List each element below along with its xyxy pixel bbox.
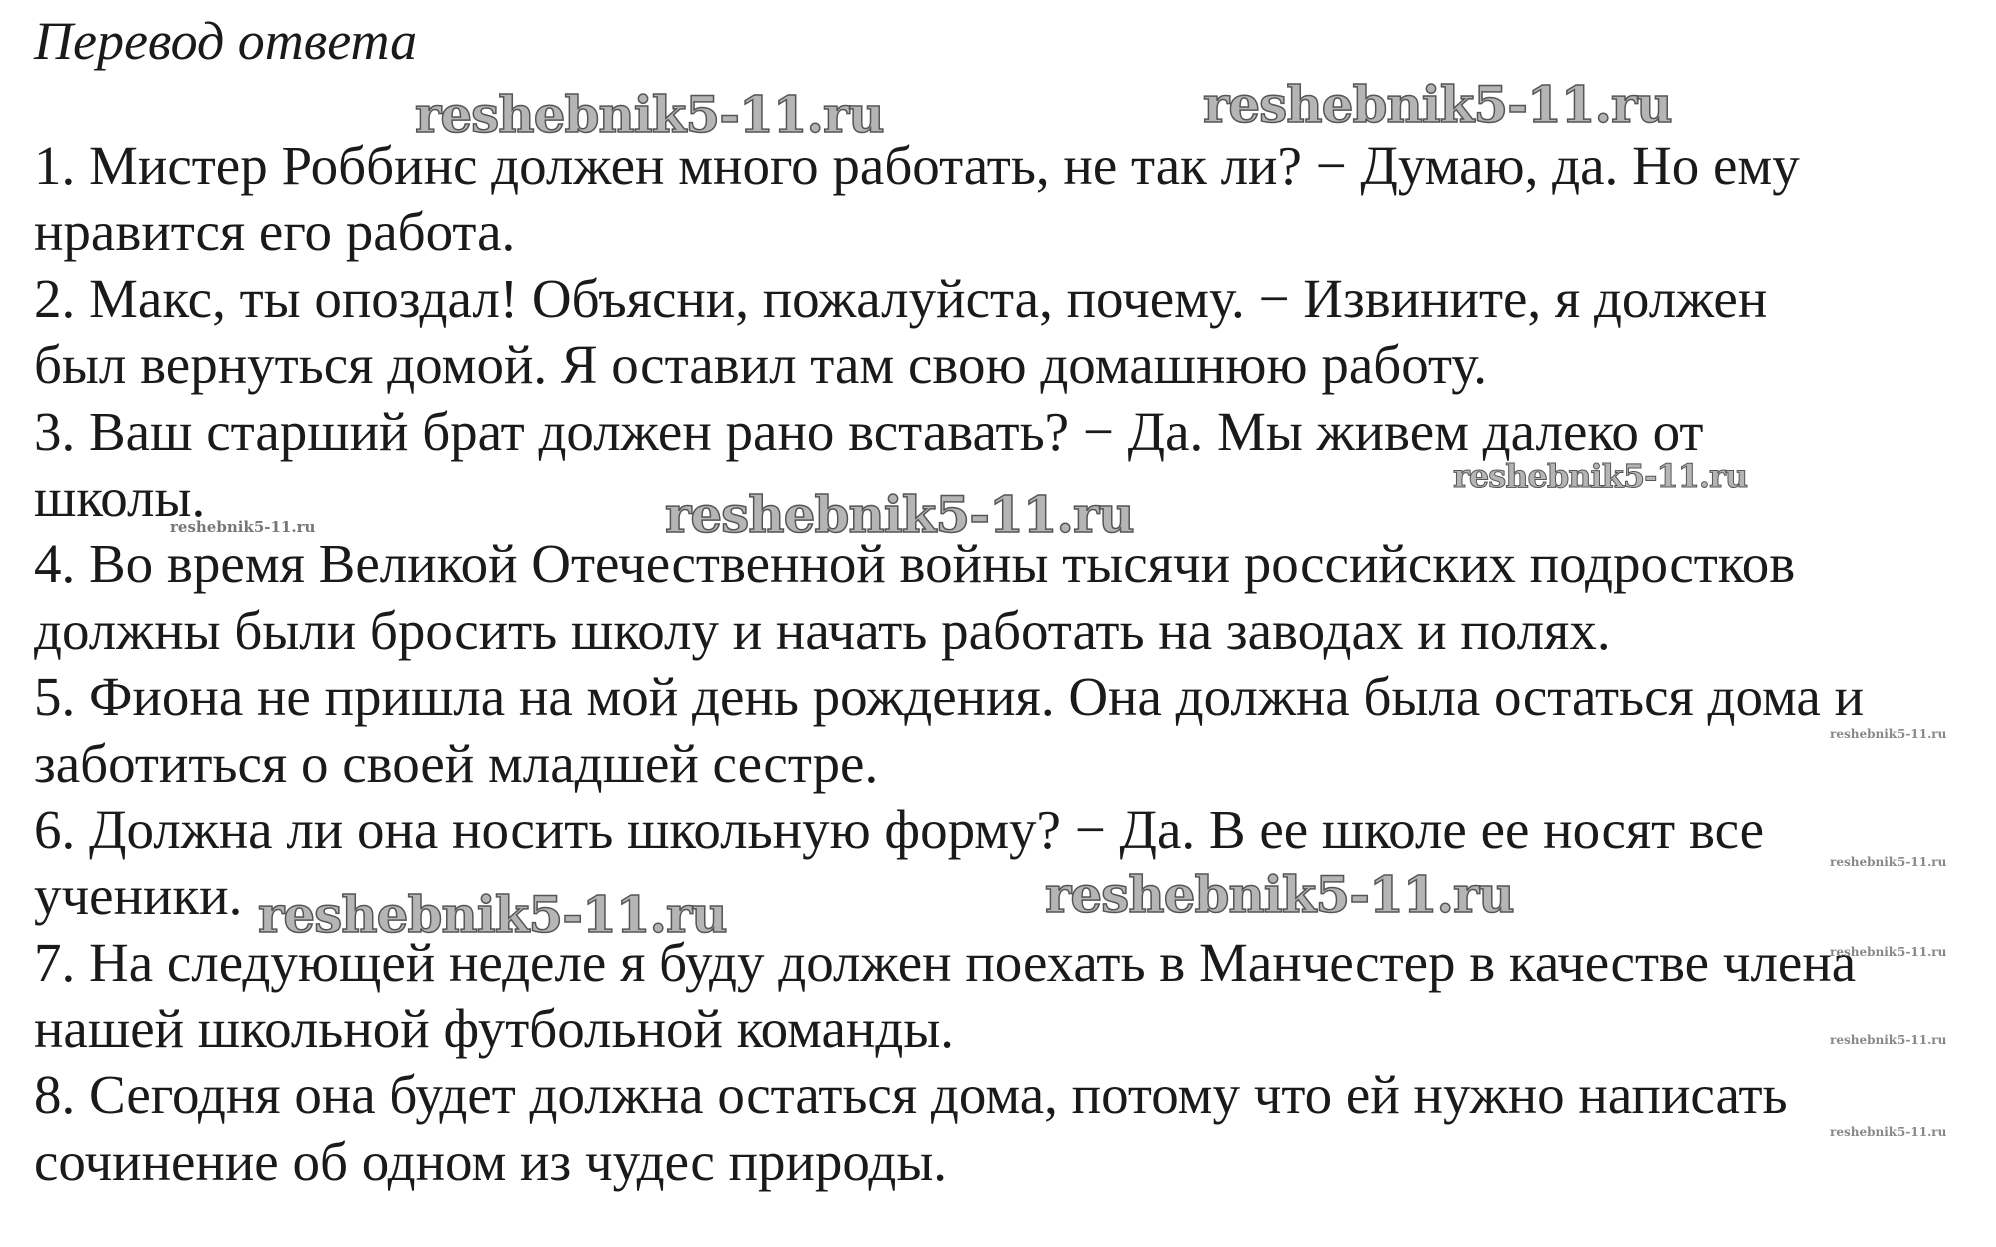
text-line-16: сочинение об одном из чудес природы. (34, 1130, 948, 1192)
watermark: reshebnik5-11.ru (1045, 865, 1514, 924)
text-line-15: 8. Сегодня она будет должна остаться дома, потому что ей нужно написать (34, 1064, 1788, 1126)
watermark: reshebnik5-11.ru (1203, 75, 1672, 134)
text-line-8: должны были бросить школу и начать работать на заводах и полях. (34, 599, 1611, 661)
text-line-1: 1. Мистер Роббинс должен много работать, не так ли? − Думаю, да. Но ему (34, 135, 1800, 196)
text-line-10: заботиться о своей младшей сестре. (34, 732, 879, 794)
text-line-14: нашей школьной футбольной команды. (34, 998, 955, 1060)
text-line-7: 4. Во время Великой Отечественной войны тысячи российских подростков (34, 533, 1796, 595)
text-line-11: 6. Должна ли она носить школьную форму? − Да. В ее школе ее носят все (34, 798, 1765, 860)
text-line-12: ученики. (34, 865, 243, 927)
text-line-6: школы. (34, 466, 206, 528)
watermark: reshebnik5-11.ru (170, 518, 316, 536)
watermark: reshebnik5-11.ru (1830, 945, 1947, 959)
watermark: reshebnik5-11.ru (1830, 1033, 1947, 1047)
text-line-9: 5. Фиона не пришла на мой день рождения. Она должна была остаться дома и (34, 666, 1865, 728)
text-line-3: 2. Макс, ты опоздал! Объясни, пожалуйста, почему. − Извините, я должен (34, 267, 1768, 329)
text-line-2: нравится его работа. (34, 201, 516, 263)
text-line-5: 3. Ваш старший брат должен рано вставать? − Да. Мы живем далеко от (34, 400, 1704, 462)
text-line-4: был вернуться домой. Я оставил там свою домашнюю работу. (34, 334, 1488, 396)
watermark: reshebnik5-11.ru (1830, 1125, 1947, 1139)
watermark: reshebnik5-11.ru (665, 485, 1134, 544)
watermark: reshebnik5-11.ru (1830, 727, 1947, 741)
answer-text (34, 133, 1984, 1195)
watermark: reshebnik5-11.ru (415, 85, 884, 144)
watermark: reshebnik5-11.ru (258, 885, 727, 944)
watermark: reshebnik5-11.ru (1453, 457, 1748, 495)
text-line-13: 7. На следующей неделе я буду должен поехать в Манчестер в качестве члена (34, 931, 1857, 993)
document-heading: Перевод ответа (34, 11, 418, 71)
watermark: reshebnik5-11.ru (1830, 855, 1947, 869)
